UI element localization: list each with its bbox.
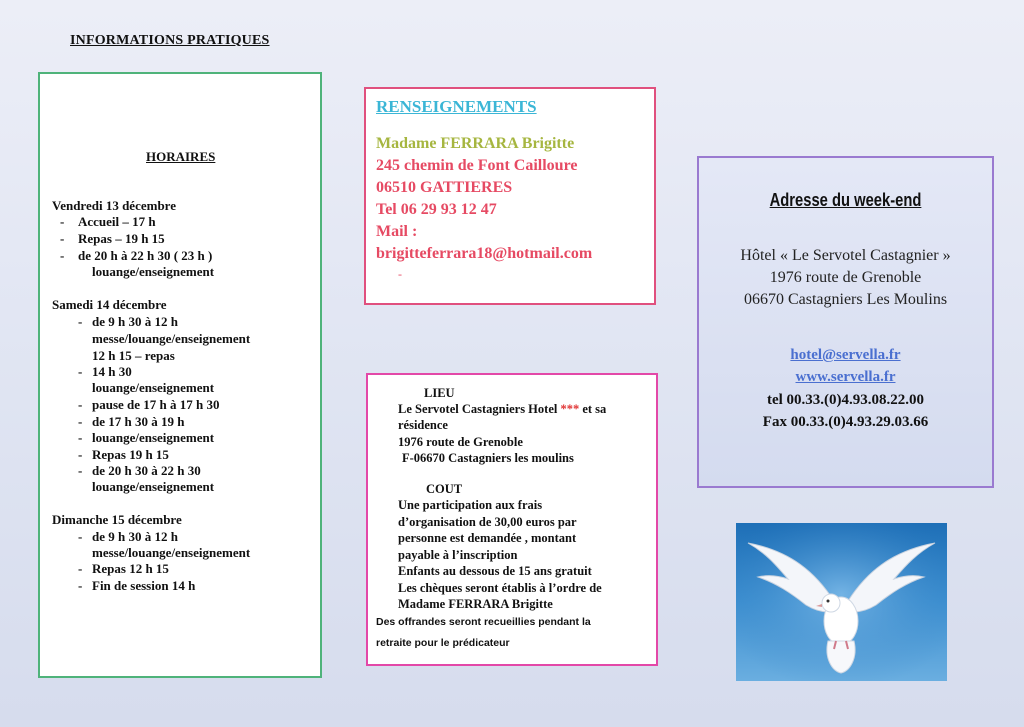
hotel-website-link[interactable]: www.servella.fr [795, 369, 896, 385]
schedule-item: Repas 12 h 15 [92, 561, 169, 576]
cout-line: d’organisation de 30,00 euros par [398, 515, 577, 529]
white-dove-icon [736, 523, 947, 681]
schedule-item: Accueil – 17 h [78, 214, 156, 229]
schedule-item: Repas 19 h 15 [92, 447, 169, 462]
page-title: INFORMATIONS PRATIQUES [70, 33, 270, 48]
adresse-title: Adresse du week-end [769, 190, 922, 210]
bullet-dash: - [78, 430, 83, 445]
lieu-cout-panel [366, 373, 658, 666]
hotel-city: 06670 Castagniers Les Moulins [743, 291, 948, 308]
contact-phone: Tel 06 29 93 12 47 [376, 201, 497, 218]
hotel-fax: Fax 00.33.(0)4.93.29.03.66 [762, 414, 929, 430]
cout-line: Madame FERRARA Brigitte [398, 597, 553, 611]
renseignements-title: RENSEIGNEMENTS [376, 97, 537, 116]
schedule-item: louange/enseignement [92, 479, 215, 494]
bullet-dash: - [78, 314, 83, 329]
offrandes-note: Des offrandes seront recueillies pendant la [376, 616, 591, 628]
cout-line: Une participation aux frais [398, 498, 543, 512]
hotel-phone: tel 00.33.(0)4.93.08.22.00 [766, 392, 925, 408]
cout-line: Enfants au dessous de 15 ans gratuit [398, 564, 592, 578]
hotel-name: Hôtel « Le Servotel Castagnier » [740, 247, 951, 264]
bullet-dash: - [78, 578, 83, 593]
contact-street: 245 chemin de Font Cailloure [376, 157, 578, 174]
contact-name: Madame FERRARA Brigitte [376, 135, 575, 152]
schedule-item: messe/louange/enseignement [92, 545, 251, 560]
lieu-line-end: et sa [582, 402, 607, 416]
bullet-dash: - [78, 414, 83, 429]
bullet-dash: - [78, 463, 83, 478]
schedule-item: messe/louange/enseignement [92, 331, 251, 346]
offrandes-note: retraite pour le prédicateur [376, 637, 510, 649]
schedule-item: de 9 h 30 à 12 h [92, 314, 178, 329]
lieu-title: LIEU [424, 386, 455, 400]
cout-line: payable à l’inscription [398, 548, 518, 562]
bullet-dash: - [60, 248, 65, 263]
lieu-hotel-name: Le Servotel Castagniers Hotel [398, 402, 558, 416]
day-label-sunday: Dimanche 15 décembre [52, 512, 182, 527]
cout-title: COUT [426, 482, 463, 496]
lieu-residence: résidence [398, 418, 448, 432]
schedule-item: pause de 17 h à 17 h 30 [92, 397, 220, 412]
cout-line: personne est demandée , montant [398, 531, 577, 545]
schedule-item: louange/enseignement [92, 264, 215, 279]
bullet-dash: - [60, 231, 65, 246]
schedule-item: 14 h 30 [92, 364, 132, 379]
cout-line: Les chèques seront établis à l’ordre de [398, 581, 602, 595]
schedule-item: 12 h 15 – repas [92, 348, 175, 363]
dove-image [736, 523, 947, 681]
bullet-dash: - [78, 364, 83, 379]
horaires-panel [38, 72, 322, 678]
adresse-panel [697, 156, 994, 488]
day-label-friday: Vendredi 13 décembre [52, 198, 176, 213]
bullet-dash: - [78, 397, 83, 412]
hotel-street: 1976 route de Grenoble [769, 269, 922, 286]
bullet-dash: - [78, 447, 83, 462]
bullet-dash: - [78, 561, 83, 576]
schedule-item: Fin de session 14 h [92, 578, 196, 593]
lieu-city: F-06670 Castagniers les moulins [402, 451, 574, 465]
lieu-stars: *** [560, 402, 580, 416]
renseignements-panel [364, 87, 656, 305]
horaires-title: HORAIRES [146, 149, 216, 164]
schedule-item: de 17 h 30 à 19 h [92, 414, 185, 429]
lieu-street: 1976 route de Grenoble [398, 435, 523, 449]
schedule-item: de 9 h 30 à 12 h [92, 529, 178, 544]
schedule-item: louange/enseignement [92, 380, 215, 395]
lieu-line [398, 402, 606, 417]
schedule-item: Repas – 19 h 15 [78, 231, 165, 246]
schedule-item: louange/enseignement [92, 430, 215, 445]
day-label-saturday: Samedi 14 décembre [52, 297, 167, 312]
schedule-item: de 20 h à 22 h 30 ( 23 h ) [78, 248, 213, 263]
hotel-email-link[interactable]: hotel@servella.fr [790, 347, 901, 363]
bullet-dash: - [78, 529, 83, 544]
trailing-dash: - [398, 267, 402, 281]
contact-city: 06510 GATTIERES [376, 179, 513, 196]
contact-mail-label: Mail : [376, 223, 418, 240]
bullet-dash: - [60, 214, 65, 229]
contact-email[interactable]: brigitteferrara18@hotmail.com [376, 245, 593, 262]
schedule-item: de 20 h 30 à 22 h 30 [92, 463, 201, 478]
